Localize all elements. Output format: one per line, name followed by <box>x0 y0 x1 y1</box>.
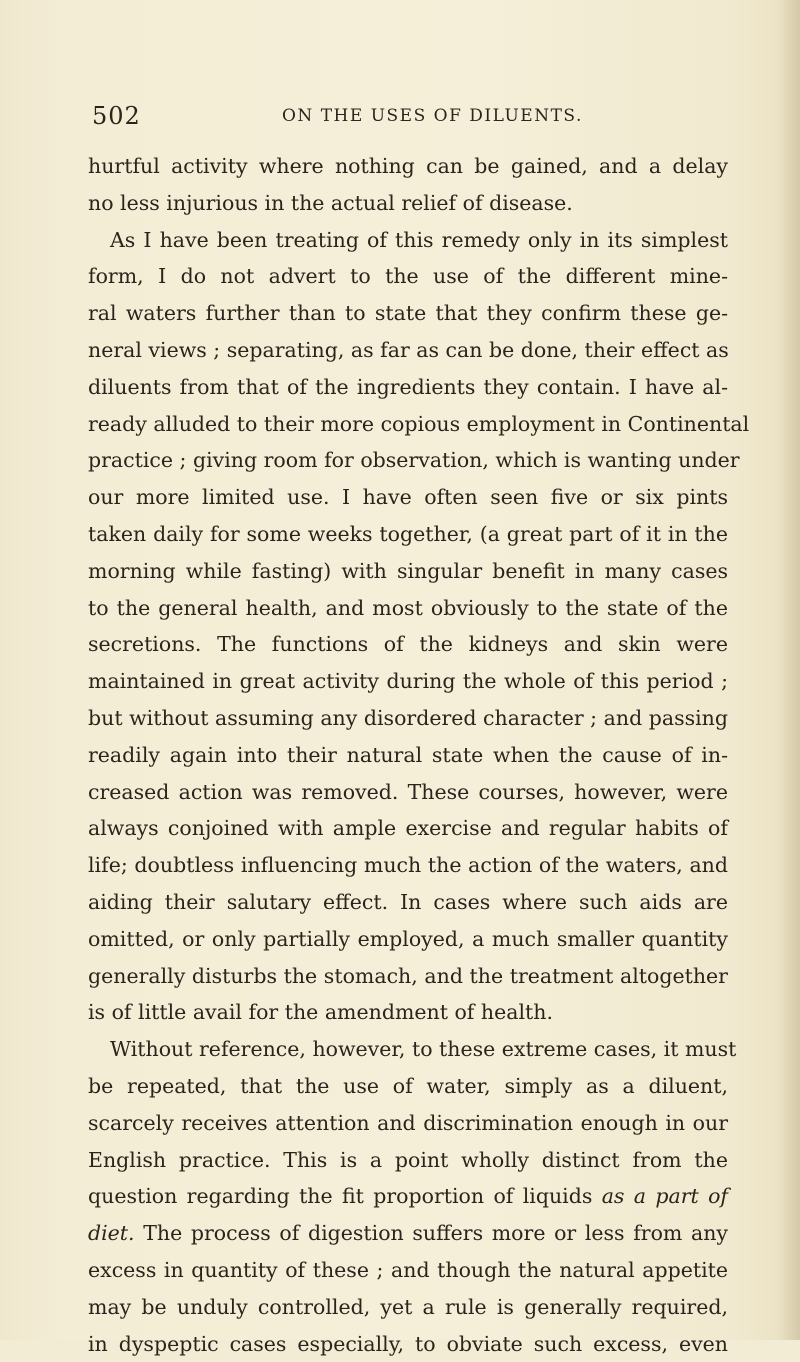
text-line: omitted, or only partially employed, a much smaller quantity <box>88 921 728 958</box>
text-span: The process of digestion suffers more or less from any <box>143 1221 728 1245</box>
text-line: ral waters further than to state that they confirm these ge- <box>88 295 728 332</box>
text-line: our more limited use. I have often seen five or six pints <box>88 479 728 516</box>
text-line: to the general health, and most obviously to the state of the <box>88 590 728 627</box>
text-line: form, I do not advert to the use of the different mine- <box>88 258 728 295</box>
text-line: practice ; giving room for observation, which is wanting under <box>88 442 728 479</box>
text-line: may be unduly controlled, yet a rule is generally required, <box>88 1289 728 1326</box>
body-text <box>88 148 728 1362</box>
text-line: in dyspeptic cases especially, to obviate such excess, even <box>88 1326 728 1362</box>
text-line: no less injurious in the actual relief of disease. <box>88 185 728 222</box>
text-line: hurtful activity where nothing can be gained, and a delay <box>88 148 728 185</box>
text-line: scarcely receives attention and discrimination enough in our <box>88 1105 728 1142</box>
text-line-mixed <box>88 1178 728 1215</box>
text-line: always conjoined with ample exercise and regular habits of <box>88 810 728 847</box>
text-line: Without reference, however, to these extreme cases, it must <box>88 1031 728 1068</box>
text-line: life; doubtless influencing much the action of the waters, and <box>88 847 728 884</box>
text-line: ready alluded to their more copious employment in Continental <box>88 406 728 443</box>
text-line: creased action was removed. These courses, however, were <box>88 774 728 811</box>
text-line: but without assuming any disordered character ; and passing <box>88 700 728 737</box>
italic-word: diet. <box>88 1221 135 1245</box>
running-head: ON THE USES OF DILUENTS. <box>282 106 583 126</box>
text-line: English practice. This is a point wholly distinct from the <box>88 1142 728 1179</box>
text-span: question regarding the fit proportion of liquids <box>88 1184 592 1208</box>
text-line: maintained in great activity during the whole of this period ; <box>88 663 728 700</box>
italic-phrase: as a part of <box>602 1184 728 1208</box>
page-header <box>92 102 732 132</box>
text-line: secretions. The functions of the kidneys and skin were <box>88 626 728 663</box>
text-line-mixed <box>88 1215 728 1252</box>
text-line: taken daily for some weeks together, (a great part of it in the <box>88 516 728 553</box>
text-line: excess in quantity of these ; and though the natural appetite <box>88 1252 728 1289</box>
text-line: is of little avail for the amendment of health. <box>88 994 728 1031</box>
text-line: be repeated, that the use of water, simply as a diluent, <box>88 1068 728 1105</box>
text-line: diluents from that of the ingredients they contain. I have al- <box>88 369 728 406</box>
page-edge-shadow <box>778 0 800 1340</box>
text-line: neral views ; separating, as far as can be done, their effect as <box>88 332 728 369</box>
text-line: As I have been treating of this remedy only in its simplest <box>88 222 728 259</box>
page-number: 502 <box>92 102 141 130</box>
text-line: morning while fasting) with singular benefit in many cases <box>88 553 728 590</box>
text-line: readily again into their natural state when the cause of in- <box>88 737 728 774</box>
text-line: generally disturbs the stomach, and the treatment altogether <box>88 958 728 995</box>
text-line: aiding their salutary effect. In cases where such aids are <box>88 884 728 921</box>
